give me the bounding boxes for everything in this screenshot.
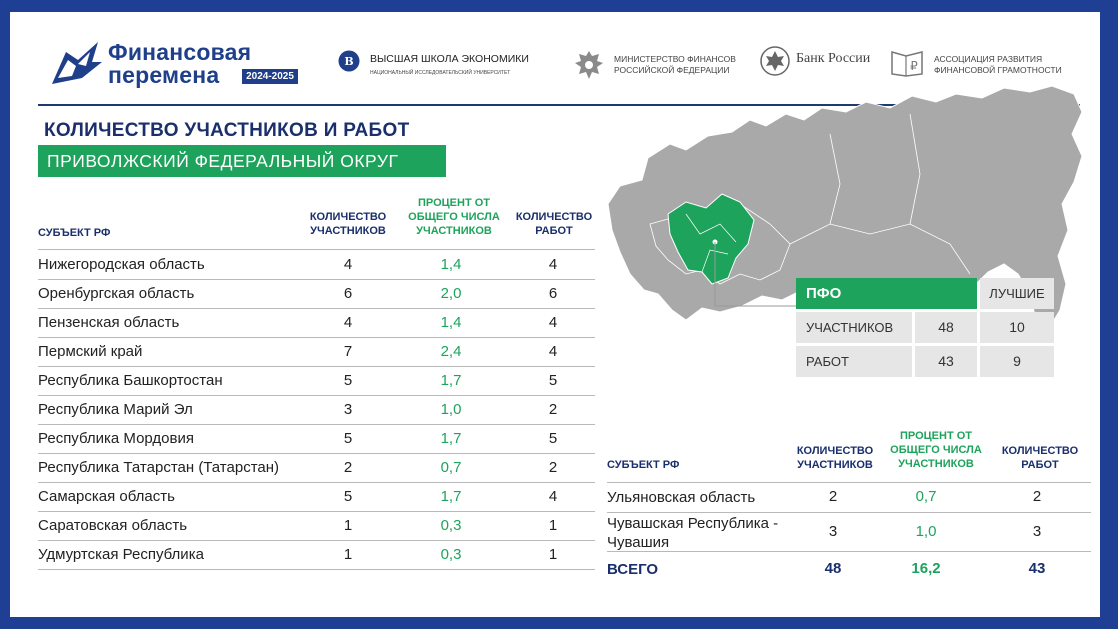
right-col-header-percent: ПРОЦЕНТ ОТ ОБЩЕГО ЧИСЛА УЧАСТНИКОВ [890,430,982,470]
partner-afl-line2: ФИНАНСОВОЙ ГРАМОТНОСТИ [934,65,1062,75]
table-row: Республика Марий Эл 3 1,0 2 [38,395,595,425]
summary-works-best: 9 [980,346,1054,377]
partner-hse-name: ВЫСШАЯ ШКОЛА ЭКОНОМИКИ [370,53,529,65]
table-row: Республика Мордовия 5 1,7 5 [38,424,595,454]
summary-works-value: 43 [915,346,977,377]
table-row: Ульяновская область 2 0,7 2 [607,483,1091,513]
table-row: Чувашская Республика - Чувашия 3 1,0 3 [607,513,1091,552]
hse-emblem-icon [338,50,360,72]
table-row: Пермский край 7 2,4 4 [38,337,595,367]
bird-logo-icon [48,38,104,88]
district-subtitle: ПРИВОЛЖСКИЙ ФЕДЕРАЛЬНЫЙ ОКРУГ [38,145,446,177]
logo-finansovaya-peremena [48,38,298,90]
bank-russia-emblem-icon [760,46,790,76]
table-row: Нижегородская область 4 1,4 4 [38,250,595,280]
partner-hse-sub: НАЦИОНАЛЬНЫЙ ИССЛЕДОВАТЕЛЬСКИЙ УНИВЕРСИТЕТ [370,70,511,76]
table-row: Самарская область 5 1,7 4 [38,482,595,512]
right-col-header-works: КОЛИЧЕСТВО РАБОТ [1001,445,1079,471]
summary-participants-value: 48 [915,312,977,343]
logo-text-line1: Финансовая [108,39,252,65]
partner-minfin-line2: РОССИЙСКОЙ ФЕДЕРАЦИИ [614,65,730,75]
summary-table [796,278,1054,380]
summary-participants-label: УЧАСТНИКОВ [796,312,912,343]
col-header-works: КОЛИЧЕСТВО РАБОТ [515,211,593,237]
partner-afl-line1: АССОЦИАЦИЯ РАЗВИТИЯ [934,54,1043,64]
table-row: Оренбургская область 6 2,0 6 [38,279,595,309]
svg-text:В: В [344,55,354,68]
right-col-header-participants: КОЛИЧЕСТВО УЧАСТНИКОВ [796,445,874,471]
table-row: Республика Татарстан (Татарстан) 2 0,7 2 [38,453,595,483]
table-total-row: ВСЕГО 48 16,2 43 [607,560,1046,578]
col-header-subject: СУБЪЕКТ РФ [38,227,111,239]
right-col-header-subject: СУБЪЕКТ РФ [607,459,680,471]
partner-bank-russia-name: Банк России [796,51,871,66]
svg-text:₽: ₽ [910,59,918,73]
slide [10,12,1100,617]
col-header-participants: КОЛИЧЕСТВО УЧАСТНИКОВ [309,211,387,237]
summary-best-header: ЛУЧШИЕ [980,278,1054,309]
logo-text-line2: перемена [108,62,220,88]
table-row: Удмуртская Республика 1 0,3 1 [38,540,595,570]
col-header-percent: ПРОЦЕНТ ОТ ОБЩЕГО ЧИСЛА УЧАСТНИКОВ [408,197,500,237]
page-title: КОЛИЧЕСТВО УЧАСТНИКОВ И РАБОТ [44,120,410,141]
summary-header: ПФО [796,278,977,309]
table-row: Пензенская область 4 1,4 4 [38,308,595,338]
partner-minfin-line1: МИНИСТЕРСТВО ФИНАНСОВ [614,54,736,64]
summary-participants-best: 10 [980,312,1054,343]
logo-year-badge: 2024-2025 [242,69,298,84]
table-row: Республика Башкортостан 5 1,7 5 [38,366,595,396]
summary-works-label: РАБОТ [796,346,912,377]
table-row: Саратовская область 1 0,3 1 [38,511,595,541]
